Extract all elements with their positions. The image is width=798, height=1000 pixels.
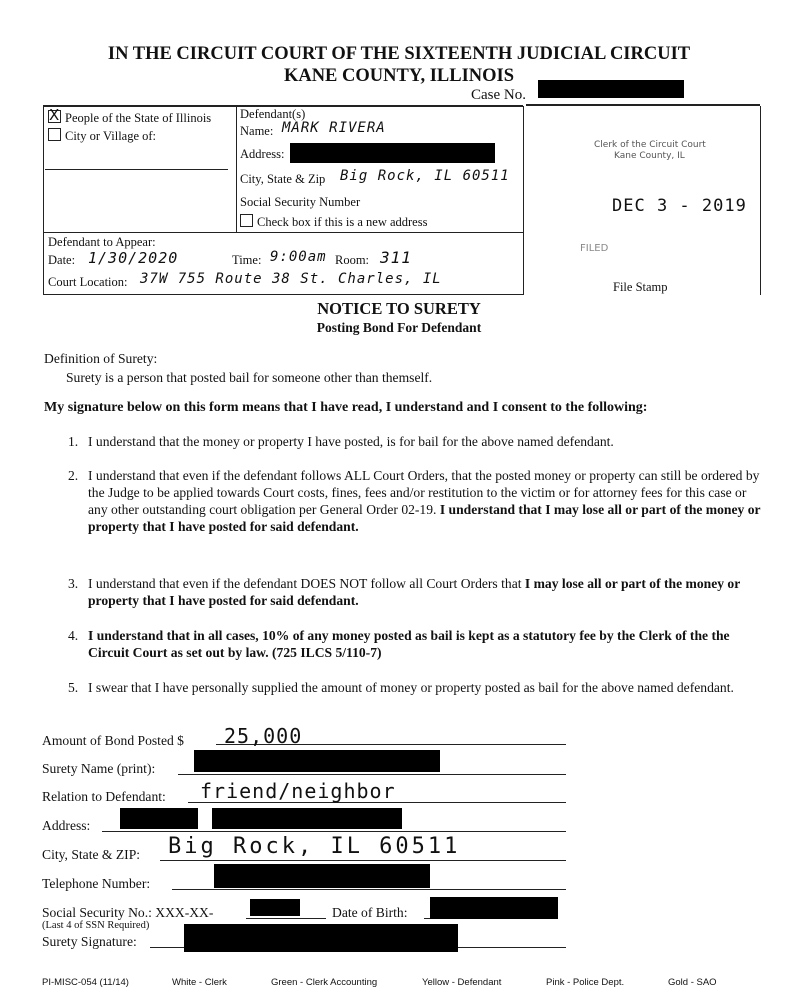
city-label: City or Village of: [65, 129, 157, 143]
list-item-bold-text: I understand that I may lose all or part of the money or property that I have posted for said defendant. [88, 502, 761, 534]
plaintiff-people-option [48, 110, 211, 126]
new-address-option [240, 214, 427, 230]
file-stamp-label: File Stamp [613, 280, 668, 294]
list-item-number: 1. [68, 434, 79, 449]
consent-statement: My signature below on this form means that I have read, I understand and I consent to the following: [44, 400, 648, 415]
surety-name-label: Surety Name (print): [42, 761, 156, 776]
city-checkbox[interactable] [48, 128, 61, 141]
list-item [68, 575, 768, 609]
dob-redaction [430, 897, 558, 919]
telephone-redaction [214, 864, 430, 888]
list-item-text: I swear that I have personally supplied the amount of money or property posted as bail for the above named defendant. [88, 680, 734, 695]
appear-time-value: 9:00am [270, 249, 327, 265]
footer-pink-copy: Pink - Police Dept. [546, 977, 625, 988]
county-title: KANE COUNTY, ILLINOIS [283, 66, 515, 86]
amount-label: Amount of Bond Posted $ [42, 733, 184, 748]
list-item-number: 2. [68, 468, 79, 483]
list-item [68, 433, 768, 450]
footer-yellow-copy: Yellow - Defendant [422, 977, 502, 988]
stamp-filed: FILED [580, 243, 609, 254]
list-item-text: I understand that the money or property I have posted, is for bail for the above named defendant. [88, 434, 614, 449]
appear-room-value: 311 [380, 248, 412, 267]
appear-date-value: 1/30/2020 [88, 249, 179, 267]
definition-heading: Definition of Surety: [44, 351, 158, 366]
list-item-text: I understand that even if the defendant DOES NOT follow all Court Orders that [88, 576, 522, 591]
ssn-label: Social Security No.: XXX-XX- [42, 905, 214, 920]
people-checkbox[interactable] [48, 110, 61, 123]
surety-city-value[interactable]: Big Rock, IL 60511 [168, 834, 461, 859]
defendant-ssn-label: Social Security Number [240, 195, 361, 209]
list-item [68, 467, 764, 535]
defendant-section-label: Defendant(s) [240, 107, 306, 121]
footer-white-copy: White - Clerk [172, 977, 227, 988]
appear-location-value: 37W 755 Route 38 St. Charles, IL [140, 271, 442, 287]
footer-gold-copy: Gold - SAO [668, 977, 717, 988]
telephone-label: Telephone Number: [42, 876, 151, 891]
defendant-name-value: MARK RIVERA [282, 120, 386, 136]
list-item [68, 679, 748, 696]
dob-label: Date of Birth: [332, 905, 408, 920]
list-item [68, 627, 768, 661]
list-item-text: I understand that in all cases, 10% of any money posted as bail is kept as a statutory fee by the Clerk of the the Circuit Court as set out by law. (725 ILCS 5/110-7) [88, 628, 730, 660]
ssn-line [246, 918, 326, 919]
court-title: IN THE CIRCUIT COURT OF THE SIXTEENTH JUDICIAL CIRCUIT [107, 44, 691, 64]
defendant-city-value: Big Rock, IL 60511 [340, 168, 510, 184]
list-item-number: 5. [68, 680, 79, 695]
list-item-number: 3. [68, 576, 79, 591]
defendant-address-redaction [290, 143, 495, 163]
surety-name-redaction [194, 750, 440, 772]
footer-form-id: PI-MISC-054 (11/14) [42, 977, 129, 988]
appear-location-label: Court Location: [48, 275, 128, 289]
case-no-redaction [538, 80, 684, 98]
appear-room-label: Room: [335, 253, 370, 267]
relation-label: Relation to Defendant: [42, 789, 166, 804]
surety-city-label: City, State & ZIP: [42, 847, 141, 862]
signature-redaction [184, 924, 458, 952]
notice-title: NOTICE TO SURETY [317, 299, 481, 318]
list-item-number: 4. [68, 628, 79, 643]
stamp-clerk-line2: Kane County, IL [614, 151, 685, 161]
new-address-checkbox[interactable] [240, 214, 253, 227]
ssn-redaction [250, 899, 300, 916]
relation-value[interactable]: friend/neighbor [200, 779, 396, 803]
case-no-label: Case No. [471, 87, 526, 103]
appear-date-label: Date: [48, 253, 76, 267]
appear-time-label: Time: [232, 253, 262, 267]
list-item-bold-text: I may lose all or part of the money or property that I have posted for said defendant. [88, 576, 741, 608]
new-address-label: Check box if this is a new address [257, 215, 428, 229]
signature-label: Surety Signature: [42, 934, 137, 949]
surety-address-label: Address: [42, 818, 91, 833]
stamp-clerk-line1: Clerk of the Circuit Court [594, 140, 706, 150]
surety-address-line [102, 831, 566, 832]
appear-section-label: Defendant to Appear: [48, 235, 156, 249]
list-item-text: I understand that even if the defendant follows ALL Court Orders, that the posted money or property can still be ordered by the Judge to be applied towards Court costs, fines, fees and/or restitution to the victim or for attorney fees for this case or any other outstanding court obligation per General Order 02-19. [88, 468, 760, 517]
surety-address-redaction-2 [212, 808, 402, 829]
defendant-name-label: Name: [240, 124, 274, 138]
surety-city-line [160, 860, 566, 861]
defendant-address-label: Address: [240, 147, 285, 161]
telephone-line [172, 889, 566, 890]
notice-subtitle: Posting Bond For Defendant [316, 320, 482, 335]
amount-value[interactable]: 25,000 [224, 724, 303, 748]
footer-green-copy: Green - Clerk Accounting [271, 977, 378, 988]
stamp-date: DEC 3 - 2019 [612, 196, 747, 216]
surety-name-line [178, 774, 566, 775]
defendant-city-label: City, State & Zip [240, 172, 326, 186]
plaintiff-city-option [48, 128, 156, 144]
people-label: People of the State of Illinois [65, 111, 212, 125]
surety-address-redaction-1 [120, 808, 198, 829]
definition-text: Surety is a person that posted bail for someone other than themself. [66, 370, 433, 385]
ssn-note: (Last 4 of SSN Required) [42, 920, 150, 931]
